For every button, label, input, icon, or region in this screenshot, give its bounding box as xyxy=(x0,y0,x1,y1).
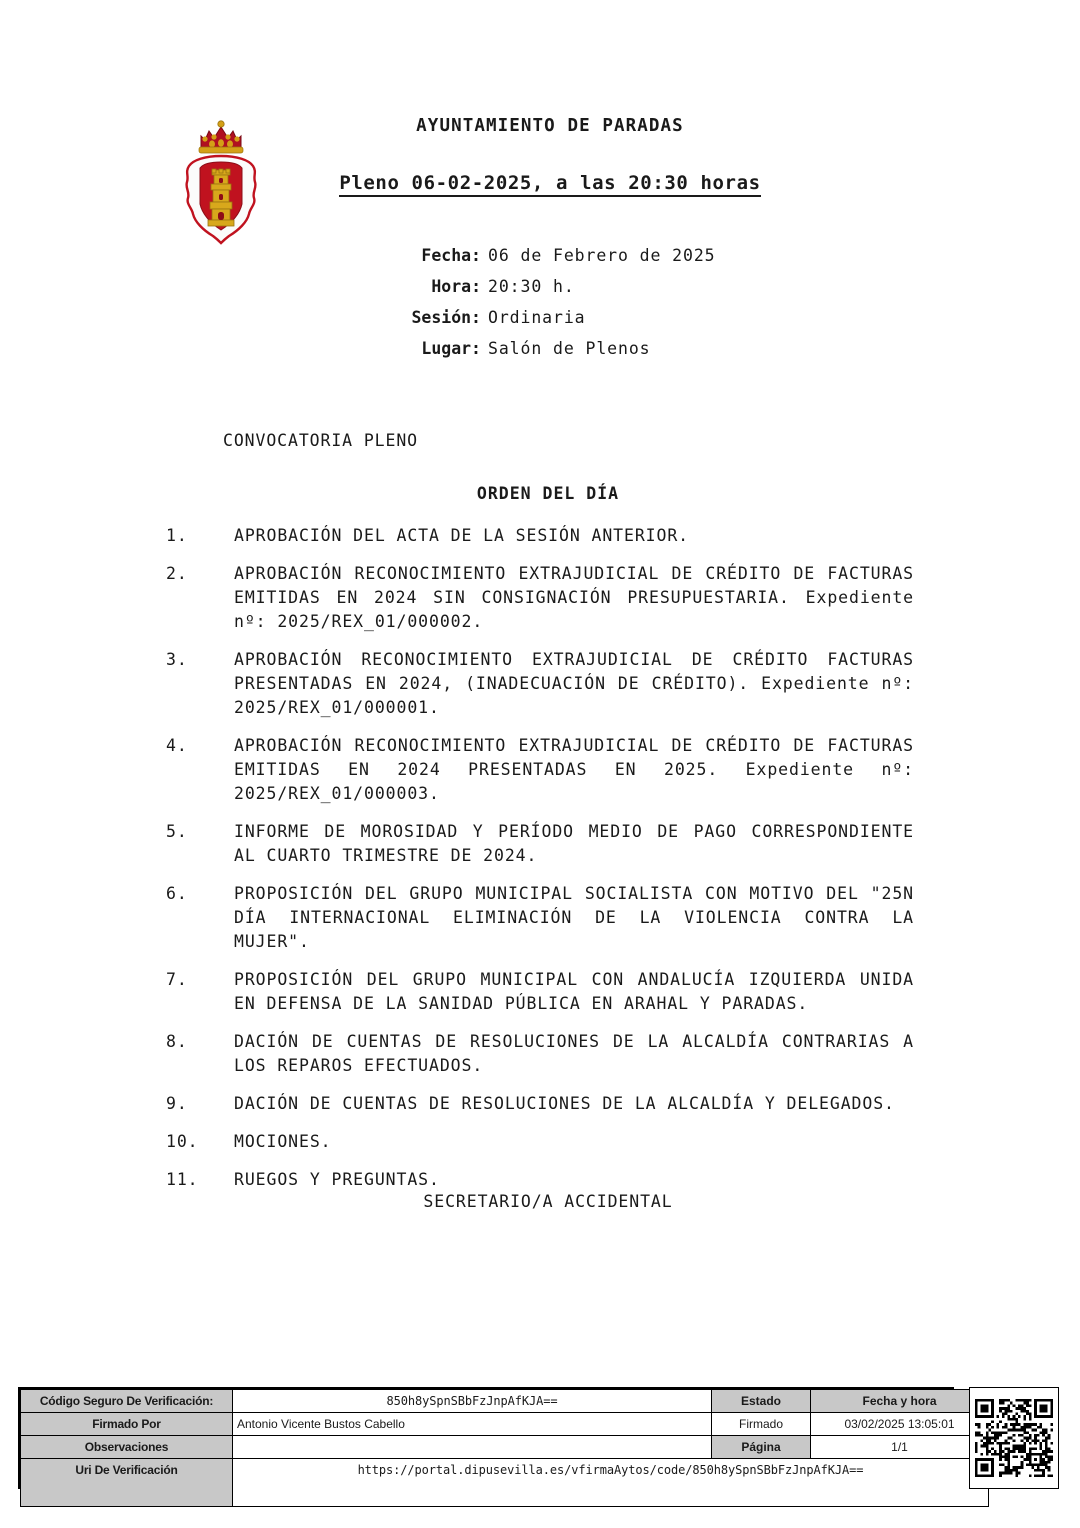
agenda-item-number: 1. xyxy=(166,526,188,545)
agenda-item-number: 4. xyxy=(166,736,188,755)
meeting-title: Pleno 06-02-2025, a las 20:30 horas xyxy=(339,172,760,197)
agenda-item xyxy=(166,524,914,548)
agenda-item-text: PROPOSICIÓN DEL GRUPO MUNICIPAL SOCIALISTA CON MOTIVO DEL "25N DÍA INTERNACIONAL ELIMINACIÓN DE LA VIOLENCIA CONTRA LA MUJER". xyxy=(234,884,914,951)
table-row-url xyxy=(21,1459,989,1507)
agenda-item-number: 2. xyxy=(166,564,188,583)
agenda-item-text: MOCIONES. xyxy=(234,1132,332,1151)
agenda-item-text: DACIÓN DE CUENTAS DE RESOLUCIONES DE LA ALCALDÍA Y DELEGADOS. xyxy=(234,1094,895,1113)
estado-value: Firmado xyxy=(712,1413,811,1436)
csv-value: 850h8ySpnSBbFzJnpAfKJA== xyxy=(233,1390,712,1413)
agenda-item xyxy=(166,734,914,806)
convocatoria-heading: CONVOCATORIA PLENO xyxy=(223,431,419,450)
agenda-item xyxy=(166,1030,914,1078)
fecha-hora-value: 03/02/2025 13:05:01 xyxy=(811,1413,989,1436)
agenda-item-number: 6. xyxy=(166,884,188,903)
agenda-item-number: 9. xyxy=(166,1094,188,1113)
agenda-item-number: 11. xyxy=(166,1170,199,1189)
meta-row-sesion xyxy=(0,308,1080,339)
agenda-item-text: RUEGOS Y PREGUNTAS. xyxy=(234,1170,440,1189)
agenda-item-text: APROBACIÓN RECONOCIMIENTO EXTRAJUDICIAL DE CRÉDITO DE FACTURAS EMITIDAS EN 2024 PRESENTADAS EN 2025. Expediente nº: 2025/REX_01/000003. xyxy=(234,736,914,803)
meta-value-lugar: Salón de Plenos xyxy=(488,339,651,358)
url-label: Uri De Verificación xyxy=(21,1459,233,1507)
agenda-heading: ORDEN DEL DÍA xyxy=(476,484,620,503)
agenda-item-number: 7. xyxy=(166,970,188,989)
agenda-item-number: 10. xyxy=(166,1132,199,1151)
agenda-item-number: 8. xyxy=(166,1032,188,1051)
agenda-item-text: APROBACIÓN DEL ACTA DE LA SESIÓN ANTERIOR. xyxy=(234,526,690,545)
agenda-item-text: INFORME DE MOROSIDAD Y PERÍODO MEDIO DE PAGO CORRESPONDIENTE AL CUARTO TRIMESTRE DE 2024. xyxy=(234,822,914,865)
meta-value-hora: 20:30 h. xyxy=(488,277,575,296)
meeting-title-wrapper xyxy=(180,172,920,194)
agenda-item xyxy=(166,968,914,1016)
agenda-item-text: APROBACIÓN RECONOCIMIENTO EXTRAJUDICIAL DE CRÉDITO FACTURAS PRESENTADAS EN 2024, (INADECUACIÓN DE CRÉDITO). Expediente nº: 2025/REX_01/000001. xyxy=(234,650,914,717)
agenda-list xyxy=(166,524,914,1206)
table-row-firmado xyxy=(21,1413,989,1436)
agenda-item xyxy=(166,1092,914,1116)
agenda-item-number: 3. xyxy=(166,650,188,669)
meta-value-fecha: 06 de Febrero de 2025 xyxy=(488,246,716,265)
meta-value-sesion: Ordinaria xyxy=(488,308,586,327)
meta-label-lugar: Lugar: xyxy=(421,339,481,358)
estado-header: Estado xyxy=(712,1390,811,1413)
verification-table xyxy=(20,1389,989,1507)
observaciones-label: Observaciones xyxy=(21,1436,233,1459)
meta-row-fecha xyxy=(0,246,1080,277)
meta-label-fecha: Fecha: xyxy=(421,246,481,265)
organization-title: AYUNTAMIENTO DE PARADAS xyxy=(416,116,684,136)
firmado-por-value: Antonio Vicente Bustos Cabello xyxy=(233,1413,712,1436)
meta-label-sesion: Sesión: xyxy=(411,308,481,327)
agenda-item xyxy=(166,1130,914,1154)
agenda-item-text: APROBACIÓN RECONOCIMIENTO EXTRAJUDICIAL DE CRÉDITO DE FACTURAS EMITIDAS EN 2024 SIN CONSIGNACIÓN PRESUPUESTARIA. Expediente nº: 2025/REX_01/000002. xyxy=(234,564,914,631)
pagina-value: 1/1 xyxy=(811,1436,989,1459)
signature-role: SECRETARIO/A ACCIDENTAL xyxy=(423,1192,673,1211)
agenda-item xyxy=(166,1168,914,1192)
url-value[interactable]: https://portal.dipusevilla.es/vfirmaAytos/code/850h8ySpnSBbFzJnpAfKJA== xyxy=(233,1459,989,1507)
table-row-csv xyxy=(21,1390,989,1413)
qr-code-icon[interactable] xyxy=(969,1387,1059,1489)
meta-row-hora xyxy=(0,277,1080,308)
meta-label-hora: Hora: xyxy=(431,277,481,296)
agenda-item-number: 5. xyxy=(166,822,188,841)
csv-label: Código Seguro De Verificación: xyxy=(21,1390,233,1413)
observaciones-value xyxy=(233,1436,712,1459)
pagina-label: Página xyxy=(712,1436,811,1459)
agenda-item xyxy=(166,648,914,720)
agenda-item xyxy=(166,562,914,634)
fecha-hora-header: Fecha y hora xyxy=(811,1390,989,1413)
meta-row-lugar xyxy=(0,339,1080,370)
firmado-por-label: Firmado Por xyxy=(21,1413,233,1436)
agenda-item xyxy=(166,820,914,868)
agenda-item-text: PROPOSICIÓN DEL GRUPO MUNICIPAL CON ANDALUCÍA IZQUIERDA UNIDA EN DEFENSA DE LA SANIDAD PÚBLICA EN ARAHAL Y PARADAS. xyxy=(234,970,914,1013)
table-row-observaciones xyxy=(21,1436,989,1459)
verification-footer xyxy=(18,1387,954,1489)
meeting-details xyxy=(0,246,1080,370)
agenda-item-text: DACIÓN DE CUENTAS DE RESOLUCIONES DE LA ALCALDÍA CONTRARIAS A LOS REPAROS EFECTUADOS. xyxy=(234,1032,914,1075)
agenda-item xyxy=(166,882,914,954)
